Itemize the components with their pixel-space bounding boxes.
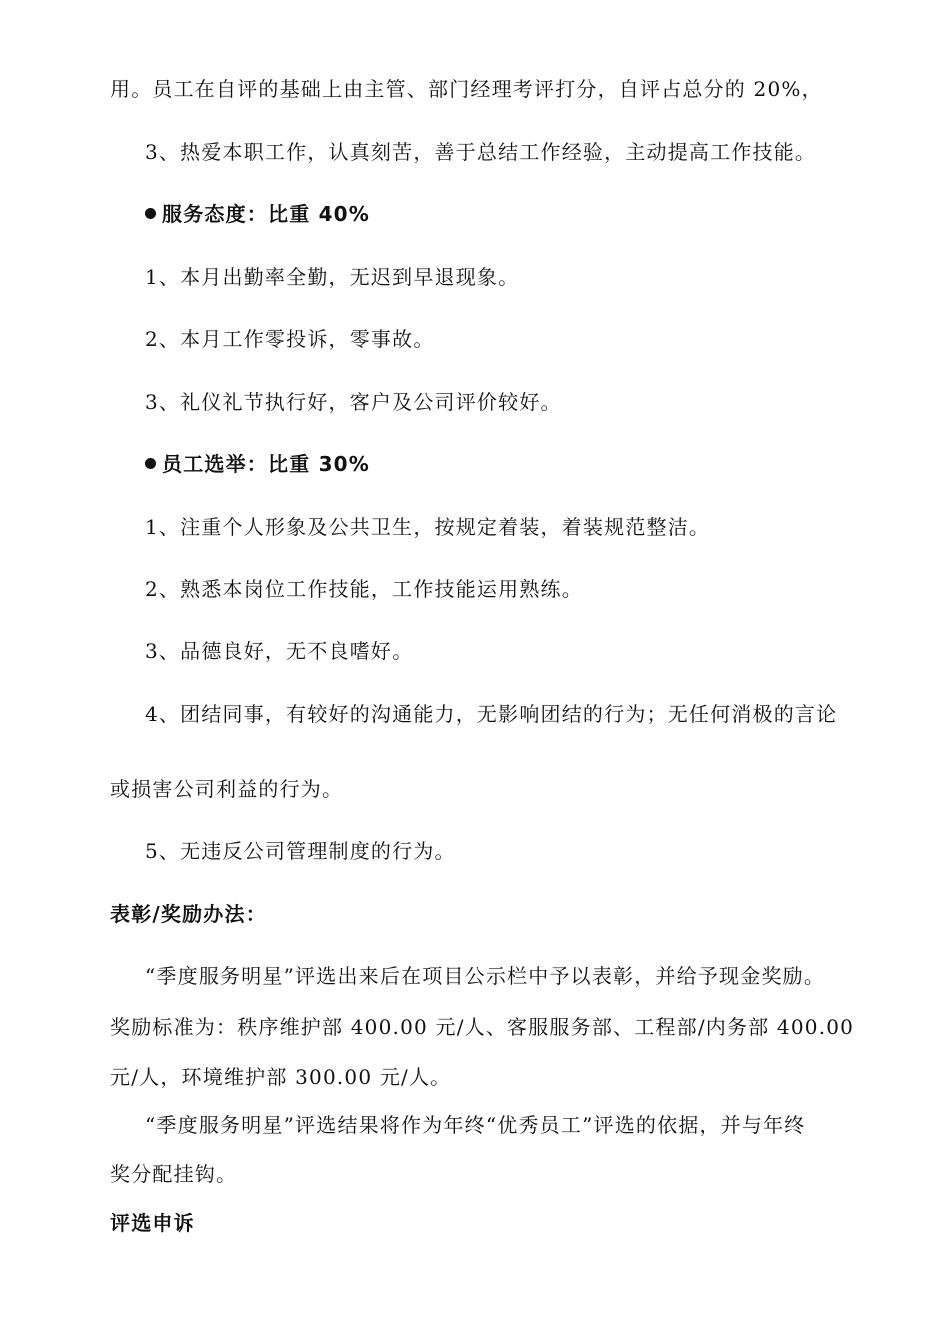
paragraph-line: “季度服务明星”评选出来后在项目公示栏中予以表彰，并给予现金奖励。 [145, 964, 826, 988]
criteria-item: 2、本月工作零投诉，零事故。 [145, 327, 435, 351]
paragraph-line: 用。员工在自评的基础上由主管、部门经理考评打分，自评占总分的 20%， [110, 77, 823, 101]
criteria-item: 3、礼仪礼节执行好，客户及公司评价较好。 [145, 390, 562, 414]
criteria-item-continued: 或损害公司利益的行为。 [110, 777, 344, 801]
section-heading-service-attitude [145, 199, 880, 229]
bullet-icon [145, 208, 156, 219]
criteria-item: 5、无违反公司管理制度的行为。 [145, 839, 456, 863]
paragraph-line: 元/人，环境维护部 300.00 元/人。 [110, 1065, 452, 1089]
section-heading-appeal: 评选申诉 [110, 1211, 195, 1235]
section-heading-rewards: 表彰/奖励办法： [110, 902, 267, 926]
criteria-item: 2、熟悉本岗位工作技能，工作技能运用熟练。 [145, 577, 583, 601]
criteria-item: 4、团结同事，有较好的沟通能力，无影响团结的行为；无任何消极的言论 [145, 702, 838, 726]
criteria-item: 1、注重个人形象及公共卫生，按规定着装，着装规范整洁。 [145, 515, 711, 539]
paragraph-line: 奖分配挂钩。 [110, 1162, 238, 1186]
criteria-item: 1、本月出勤率全勤，无迟到早退现象。 [145, 265, 520, 289]
section-heading-employee-election [145, 449, 880, 479]
paragraph-line: “季度服务明星”评选结果将作为年终“优秀员工”评选的依据，并与年终 [145, 1113, 806, 1137]
heading-text: 员工选举：比重 30% [162, 452, 371, 476]
paragraph-line: 奖励标准为：秩序维护部 400.00 元/人、客服服务部、工程部/内务部 400.00 [110, 1015, 855, 1039]
criteria-item: 3、热爱本职工作，认真刻苦，善于总结工作经验，主动提高工作技能。 [145, 140, 817, 164]
bullet-icon [145, 458, 156, 469]
heading-text: 服务态度：比重 40% [162, 202, 371, 226]
criteria-item: 3、品德良好，无不良嗜好。 [145, 639, 414, 663]
